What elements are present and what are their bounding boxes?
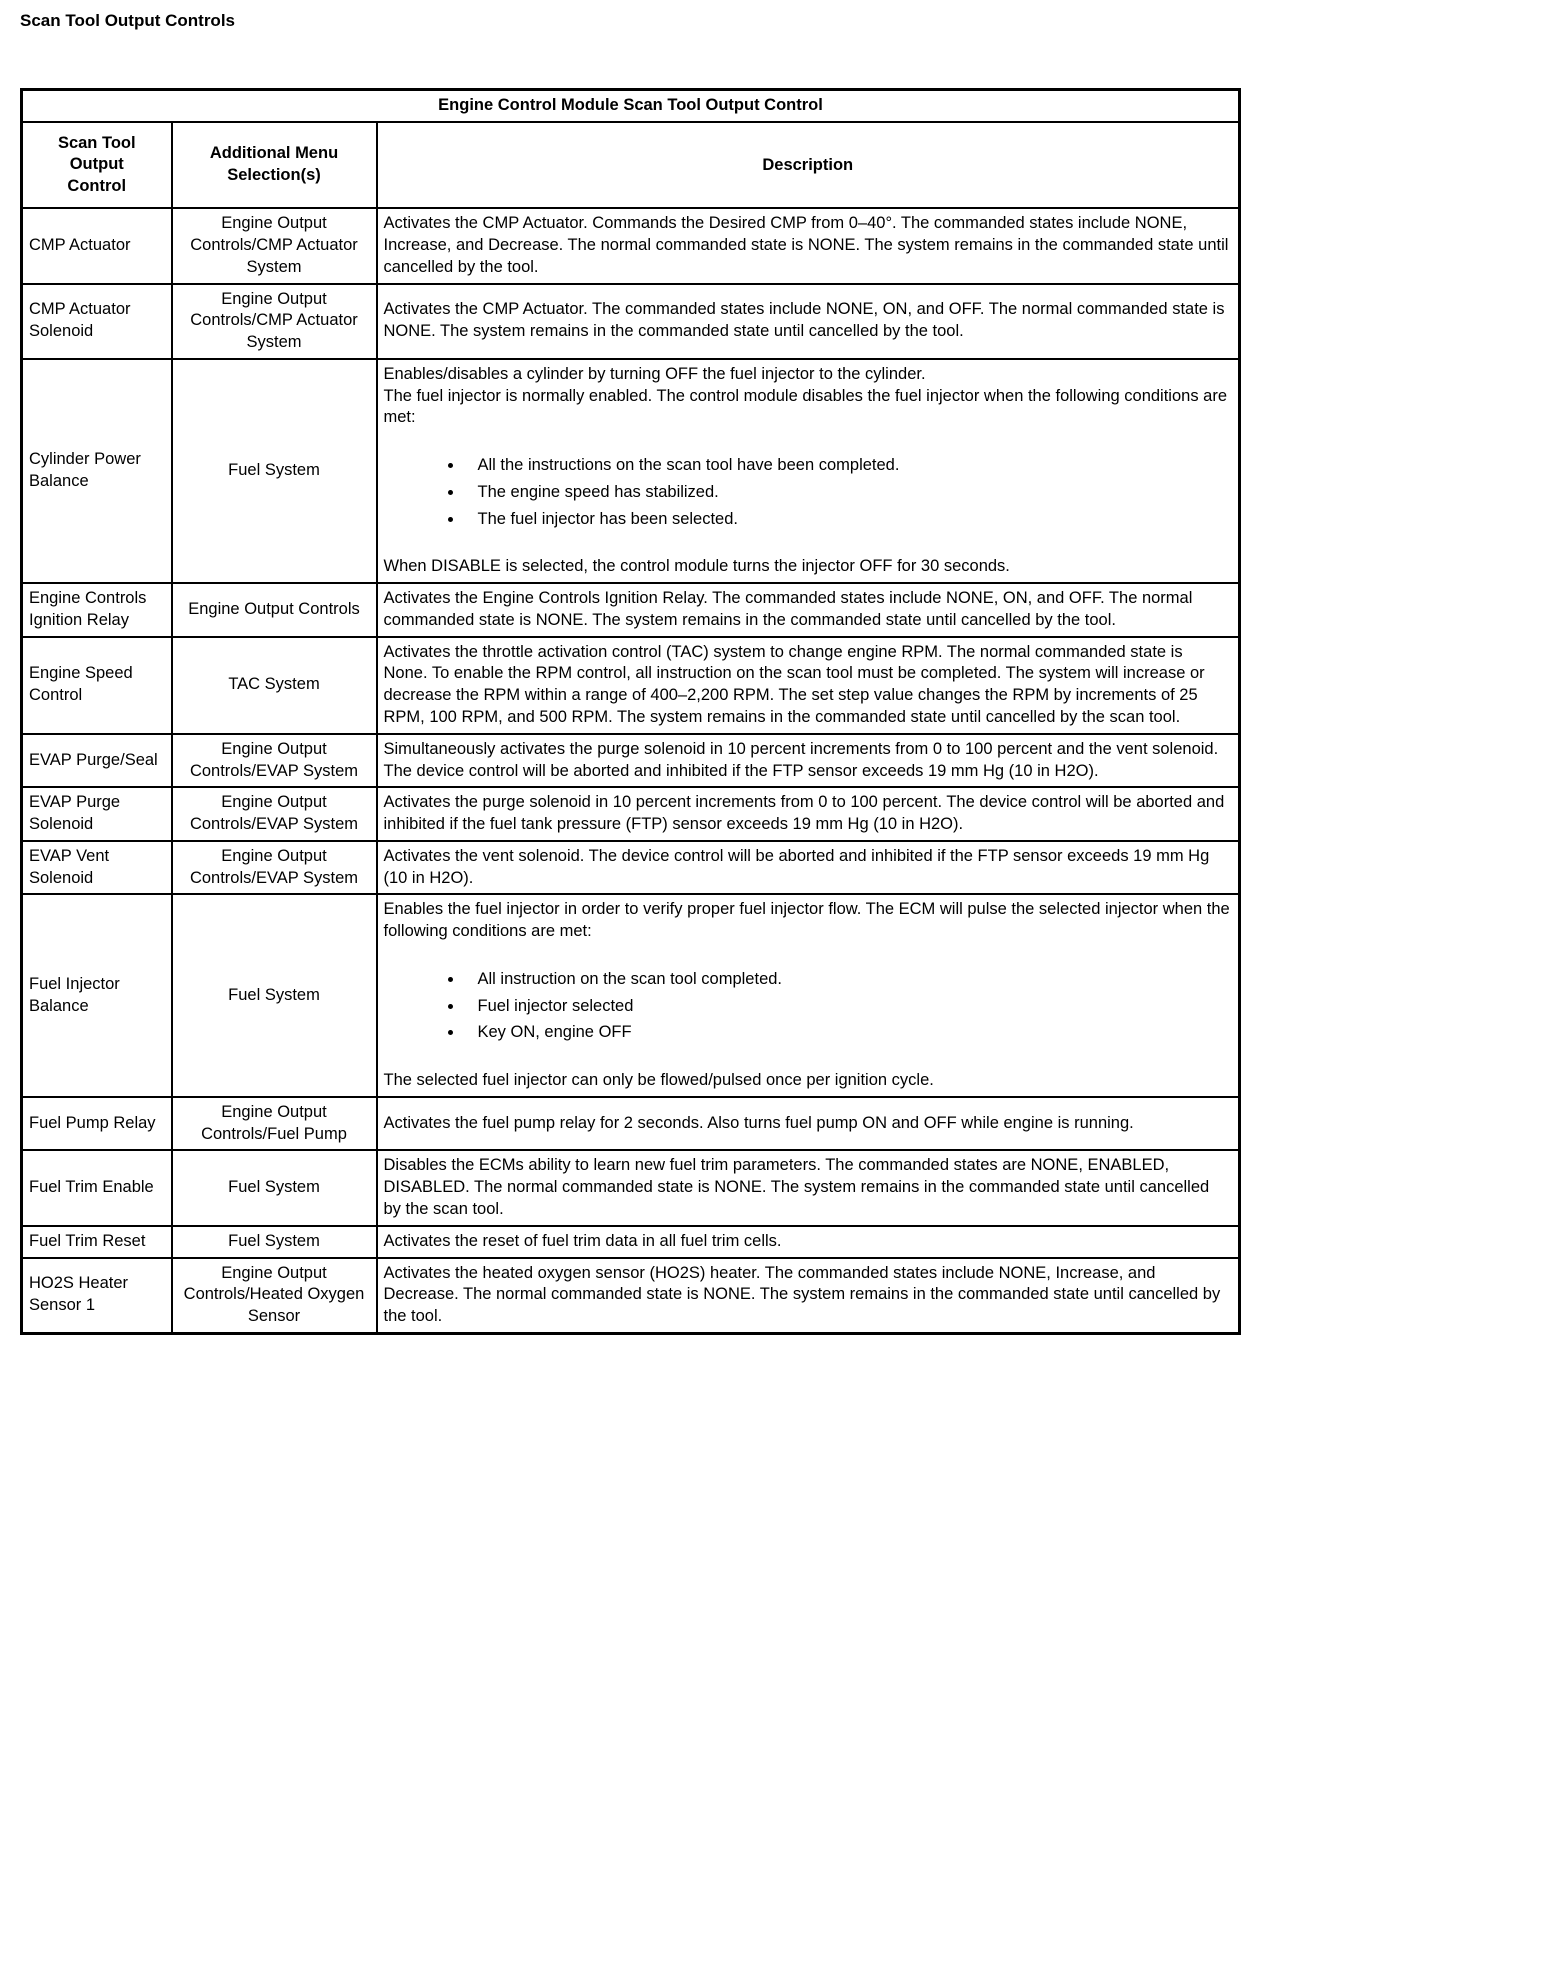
bullet-item: • The engine speed has stabilized. <box>464 482 1231 504</box>
control-cell: EVAP Purge/Seal <box>22 734 172 788</box>
control-cell: Engine Speed Control <box>22 637 172 734</box>
column-header-additional-menu-selections: Additional Menu Selection(s) <box>172 122 377 208</box>
menu-cell: Fuel System <box>172 359 377 583</box>
description-cell <box>377 637 1240 734</box>
menu-cell: Engine Output Controls/EVAP System <box>172 734 377 788</box>
description-paragraph: Activates the Engine Controls Ignition Relay. The commanded states include NONE, ON, and OFF. The normal commanded state is NONE. The system remains in the commanded state until cancelled by the tool. <box>383 589 1193 629</box>
bullet-item: • All instruction on the scan tool completed. <box>464 969 1231 991</box>
control-cell: Fuel Pump Relay <box>22 1097 172 1151</box>
description-paragraph: Activates the throttle activation control (TAC) system to change engine RPM. The normal commanded state is None. To enable the RPM control, all instruction on the scan tool must be completed. The system will increase or decrease the RPM within a range of 400–2,200 RPM. The set step value changes the RPM by increments of 25 RPM, 100 RPM, and 500 RPM. The system remains in the commanded state until cancelled by the scan tool. <box>383 642 1205 726</box>
description-cell <box>377 841 1240 895</box>
menu-cell: Engine Output Controls/CMP Actuator System <box>172 284 377 359</box>
description-cell <box>377 1258 1240 1334</box>
description-paragraph: Activates the fuel pump relay for 2 seconds. Also turns fuel pump ON and OFF while engine is running. <box>383 1113 1134 1132</box>
description-paragraph: Activates the CMP Actuator. Commands the Desired CMP from 0–40°. The commanded states include NONE, Increase, and Decrease. The normal commanded state is NONE. The system remains in the commanded state until cancelled by the tool. <box>383 214 1229 276</box>
table-row <box>22 734 1240 788</box>
bullet-item: • Fuel injector selected <box>464 996 1231 1018</box>
bullet-item: • All the instructions on the scan tool have been completed. <box>464 455 1231 477</box>
description-paragraph: Simultaneously activates the purge solenoid in 10 percent increments from 0 to 100 percent and the vent solenoid. The device control will be aborted and inhibited if the FTP sensor exceeds 19 mm Hg (10 in H2O). <box>383 739 1219 780</box>
column-header-row <box>22 122 1240 208</box>
table-row <box>22 1226 1240 1258</box>
table-row <box>22 637 1240 734</box>
menu-cell: Engine Output Controls/Fuel Pump <box>172 1097 377 1151</box>
table-title-row <box>22 90 1240 122</box>
description-cell <box>377 1150 1240 1225</box>
description-paragraph: Enables the fuel injector in order to verify proper fuel injector flow. The ECM will pulse the selected injector when the following conditions are met: <box>383 900 1230 941</box>
description-cell <box>377 734 1240 788</box>
description-cell <box>377 1226 1240 1258</box>
description-cell <box>377 359 1240 583</box>
description-cell <box>377 894 1240 1097</box>
column-header-scan-tool-output-control: Scan Tool Output Control <box>22 122 172 208</box>
description-paragraph: Disables the ECMs ability to learn new fuel trim parameters. The commanded states are NONE, ENABLED, DISABLED. The normal commanded state is NONE. The system remains in the commanded state until cancelled by the scan tool. <box>383 1156 1210 1218</box>
menu-cell: Fuel System <box>172 894 377 1097</box>
description-cell <box>377 583 1240 637</box>
description-cell <box>377 208 1240 283</box>
control-cell: HO2S Heater Sensor 1 <box>22 1258 172 1334</box>
description-paragraph: Activates the CMP Actuator. The commanded states include NONE, ON, and OFF. The normal commanded state is NONE. The system remains in the commanded state until cancelled by the tool. <box>383 300 1225 341</box>
description-paragraph: Activates the heated oxygen sensor (HO2S) heater. The commanded states include NONE, Increase, and Decrease. The normal commanded state is NONE. The system remains in the commanded state until cancelled by the tool. <box>383 1263 1221 1326</box>
output-control-table <box>20 88 1241 1334</box>
column-header-description: Description <box>377 122 1240 208</box>
table-title: Engine Control Module Scan Tool Output Control <box>22 90 1240 122</box>
table-row <box>22 1150 1240 1225</box>
menu-cell: Engine Output Controls/CMP Actuator System <box>172 208 377 283</box>
table-row <box>22 284 1240 359</box>
table-row <box>22 1258 1240 1334</box>
menu-cell: Fuel System <box>172 1226 377 1258</box>
control-cell: Cylinder Power Balance <box>22 359 172 583</box>
control-cell: Fuel Trim Reset <box>22 1226 172 1258</box>
menu-cell: TAC System <box>172 637 377 734</box>
table-row <box>22 894 1240 1097</box>
control-cell: Fuel Trim Enable <box>22 1150 172 1225</box>
bullet-item: • Key ON, engine OFF <box>464 1022 1231 1044</box>
description-paragraph: Activates the reset of fuel trim data in all fuel trim cells. <box>383 1231 782 1250</box>
menu-cell: Engine Output Controls/Heated Oxygen Sensor <box>172 1258 377 1334</box>
menu-cell: Fuel System <box>172 1150 377 1225</box>
table-row <box>22 208 1240 283</box>
description-cell <box>377 284 1240 359</box>
control-cell: CMP Actuator <box>22 208 172 283</box>
description-paragraph: When DISABLE is selected, the control module turns the injector OFF for 30 seconds. <box>383 557 1010 576</box>
control-cell: Fuel Injector Balance <box>22 894 172 1097</box>
description-paragraph: Activates the vent solenoid. The device control will be aborted and inhibited if the FTP sensor exceeds 19 mm Hg (10 in H2O). <box>383 846 1210 887</box>
control-cell: Engine Controls Ignition Relay <box>22 583 172 637</box>
table-row <box>22 583 1240 637</box>
page-title: Scan Tool Output Controls <box>20 11 235 30</box>
description-paragraph: The fuel injector is normally enabled. The control module disables the fuel injector when the following conditions are met: <box>383 386 1228 427</box>
menu-cell: Engine Output Controls/EVAP System <box>172 841 377 895</box>
description-cell <box>377 1097 1240 1151</box>
table-row <box>22 359 1240 583</box>
control-cell: EVAP Vent Solenoid <box>22 841 172 895</box>
bullet-list <box>384 969 1231 1044</box>
description-cell <box>377 787 1240 841</box>
description-paragraph: Enables/disables a cylinder by turning OFF the fuel injector to the cylinder. <box>383 364 926 383</box>
menu-cell: Engine Output Controls <box>172 583 377 637</box>
table-row <box>22 787 1240 841</box>
table-row <box>22 841 1240 895</box>
description-paragraph: The selected fuel injector can only be flowed/pulsed once per ignition cycle. <box>383 1071 934 1090</box>
table-row <box>22 1097 1240 1151</box>
bullet-list <box>384 455 1231 530</box>
table-body <box>22 208 1240 1333</box>
control-cell: EVAP Purge Solenoid <box>22 787 172 841</box>
control-cell: CMP Actuator Solenoid <box>22 284 172 359</box>
bullet-item: • The fuel injector has been selected. <box>464 509 1231 531</box>
description-paragraph: Activates the purge solenoid in 10 percent increments from 0 to 100 percent. The device control will be aborted and inhibited if the fuel tank pressure (FTP) sensor exceeds 19 mm Hg (10 in H2O). <box>383 793 1225 834</box>
menu-cell: Engine Output Controls/EVAP System <box>172 787 377 841</box>
